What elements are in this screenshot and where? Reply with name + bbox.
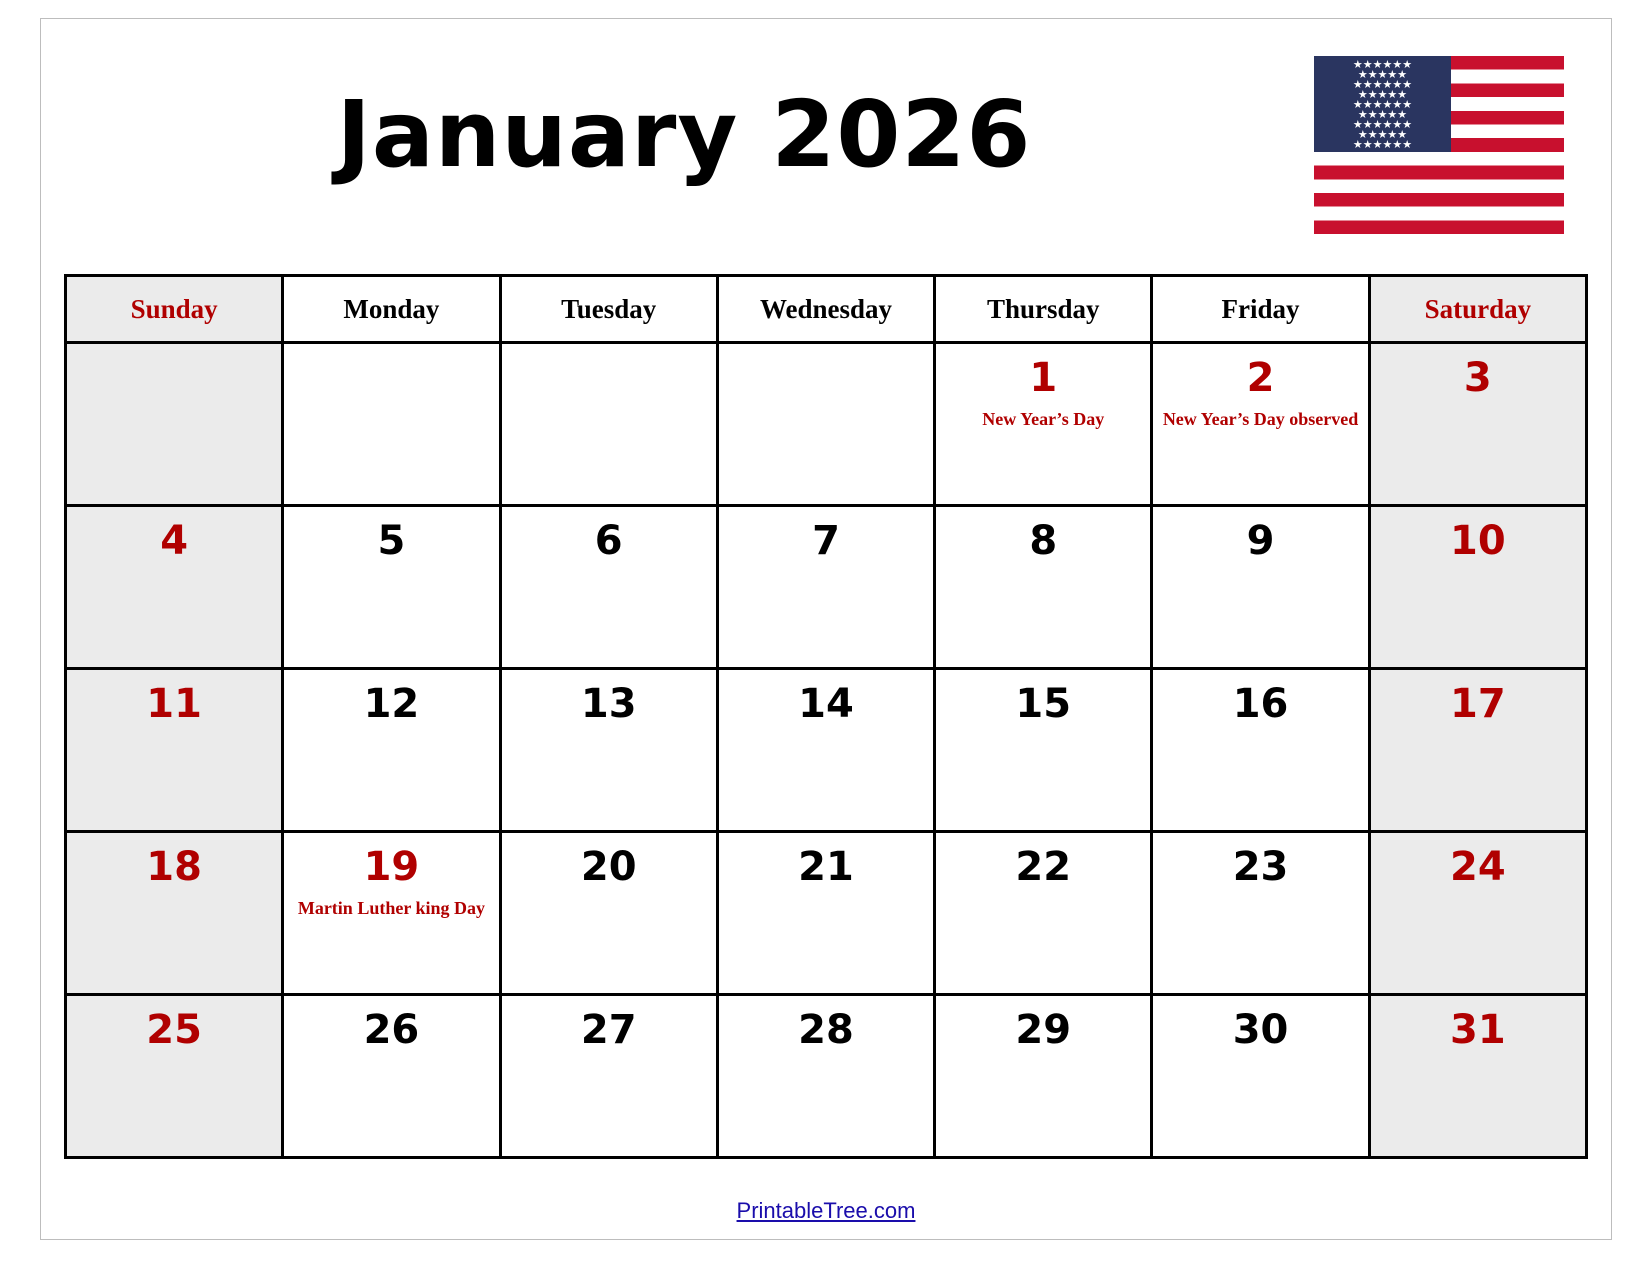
day-cell[interactable] — [1152, 832, 1369, 995]
day-number: 12 — [363, 681, 420, 727]
day-number: 7 — [812, 518, 840, 564]
day-number: 6 — [594, 518, 623, 564]
day-cell[interactable] — [935, 506, 1152, 669]
day-cell[interactable] — [500, 995, 717, 1158]
day-cell[interactable] — [1152, 343, 1369, 506]
day-number: 22 — [1015, 844, 1072, 890]
weekday-header-thursday: Thursday — [935, 276, 1152, 343]
day-cell[interactable] — [500, 669, 717, 832]
day-number: 21 — [798, 844, 854, 890]
day-number: 9 — [1246, 518, 1275, 564]
day-cell[interactable] — [283, 995, 500, 1158]
day-number: 8 — [1029, 518, 1058, 564]
day-number: 18 — [146, 844, 202, 890]
weekday-header-tuesday: Tuesday — [500, 276, 717, 343]
day-cell[interactable] — [935, 995, 1152, 1158]
day-cell[interactable] — [717, 343, 934, 506]
weekday-header-sunday: Sunday — [66, 276, 283, 343]
page-title: January 2026 — [336, 81, 1032, 188]
day-cell[interactable] — [935, 832, 1152, 995]
day-cell[interactable] — [283, 343, 500, 506]
day-number: 30 — [1232, 1007, 1289, 1053]
day-cell[interactable] — [1152, 506, 1369, 669]
day-number: 13 — [580, 681, 637, 727]
day-number: 26 — [363, 1007, 420, 1053]
day-cell[interactable] — [66, 506, 283, 669]
weekday-header-wednesday: Wednesday — [717, 276, 934, 343]
day-number: 17 — [1450, 681, 1506, 727]
day-number: 5 — [377, 518, 406, 564]
day-number: 25 — [146, 1007, 202, 1053]
day-cell[interactable] — [500, 506, 717, 669]
weekday-header-row — [66, 276, 1587, 343]
calendar-grid — [64, 274, 1588, 1159]
day-cell[interactable] — [1369, 995, 1586, 1158]
day-cell[interactable] — [283, 832, 500, 995]
day-cell[interactable] — [935, 669, 1152, 832]
day-cell[interactable] — [717, 669, 934, 832]
day-cell[interactable] — [66, 832, 283, 995]
day-cell[interactable] — [66, 669, 283, 832]
day-cell[interactable] — [717, 995, 934, 1158]
calendar-week-row — [66, 995, 1587, 1158]
day-cell[interactable] — [1369, 832, 1586, 995]
day-number: 31 — [1450, 1007, 1506, 1053]
calendar-week-row — [66, 832, 1587, 995]
day-event: New Year’s Day observed — [1162, 409, 1359, 429]
day-number: 14 — [798, 681, 854, 727]
day-number: 29 — [1015, 1007, 1072, 1053]
day-number: 3 — [1463, 355, 1492, 401]
day-event: New Year’s Day — [982, 409, 1105, 429]
us-flag-icon — [1314, 56, 1564, 234]
day-number: 2 — [1246, 355, 1275, 401]
day-cell[interactable] — [500, 832, 717, 995]
flag-canton: ★★★★★★ ★★★★★ ★★★★★★ ★★★★★ ★★★★★★ ★★★★★ ★★★★★★ ★★★★★ ★★★★★★ — [1314, 56, 1451, 152]
day-cell[interactable] — [717, 506, 934, 669]
day-cell[interactable] — [66, 343, 283, 506]
day-cell[interactable] — [1369, 506, 1586, 669]
day-number: 24 — [1450, 844, 1506, 890]
calendar-week-row — [66, 506, 1587, 669]
day-cell[interactable] — [500, 343, 717, 506]
day-cell[interactable] — [717, 832, 934, 995]
day-number: 4 — [160, 518, 189, 564]
printabletree-link[interactable]: PrintableTree.com — [736, 1198, 916, 1223]
day-cell[interactable] — [1369, 669, 1586, 832]
day-number: 20 — [580, 844, 637, 890]
day-number: 15 — [1015, 681, 1072, 727]
day-cell[interactable] — [283, 506, 500, 669]
day-event: Martin Luther king Day — [297, 898, 486, 918]
footer — [64, 1198, 1588, 1224]
day-number: 11 — [146, 681, 202, 727]
day-cell[interactable] — [66, 995, 283, 1158]
day-number: 19 — [363, 844, 420, 890]
day-cell[interactable] — [1152, 669, 1369, 832]
day-number: 27 — [580, 1007, 637, 1053]
day-number: 23 — [1232, 844, 1289, 890]
day-number: 10 — [1450, 518, 1506, 564]
day-cell[interactable] — [1369, 343, 1586, 506]
calendar-week-row — [66, 343, 1587, 506]
weekday-header-saturday: Saturday — [1369, 276, 1586, 343]
calendar-header — [64, 40, 1588, 240]
day-cell[interactable] — [1152, 995, 1369, 1158]
day-number: 16 — [1232, 681, 1289, 727]
calendar-week-row — [66, 669, 1587, 832]
day-number: 28 — [798, 1007, 854, 1053]
day-number: 1 — [1029, 355, 1058, 401]
weekday-header-monday: Monday — [283, 276, 500, 343]
day-cell[interactable] — [935, 343, 1152, 506]
day-cell[interactable] — [283, 669, 500, 832]
weekday-header-friday: Friday — [1152, 276, 1369, 343]
